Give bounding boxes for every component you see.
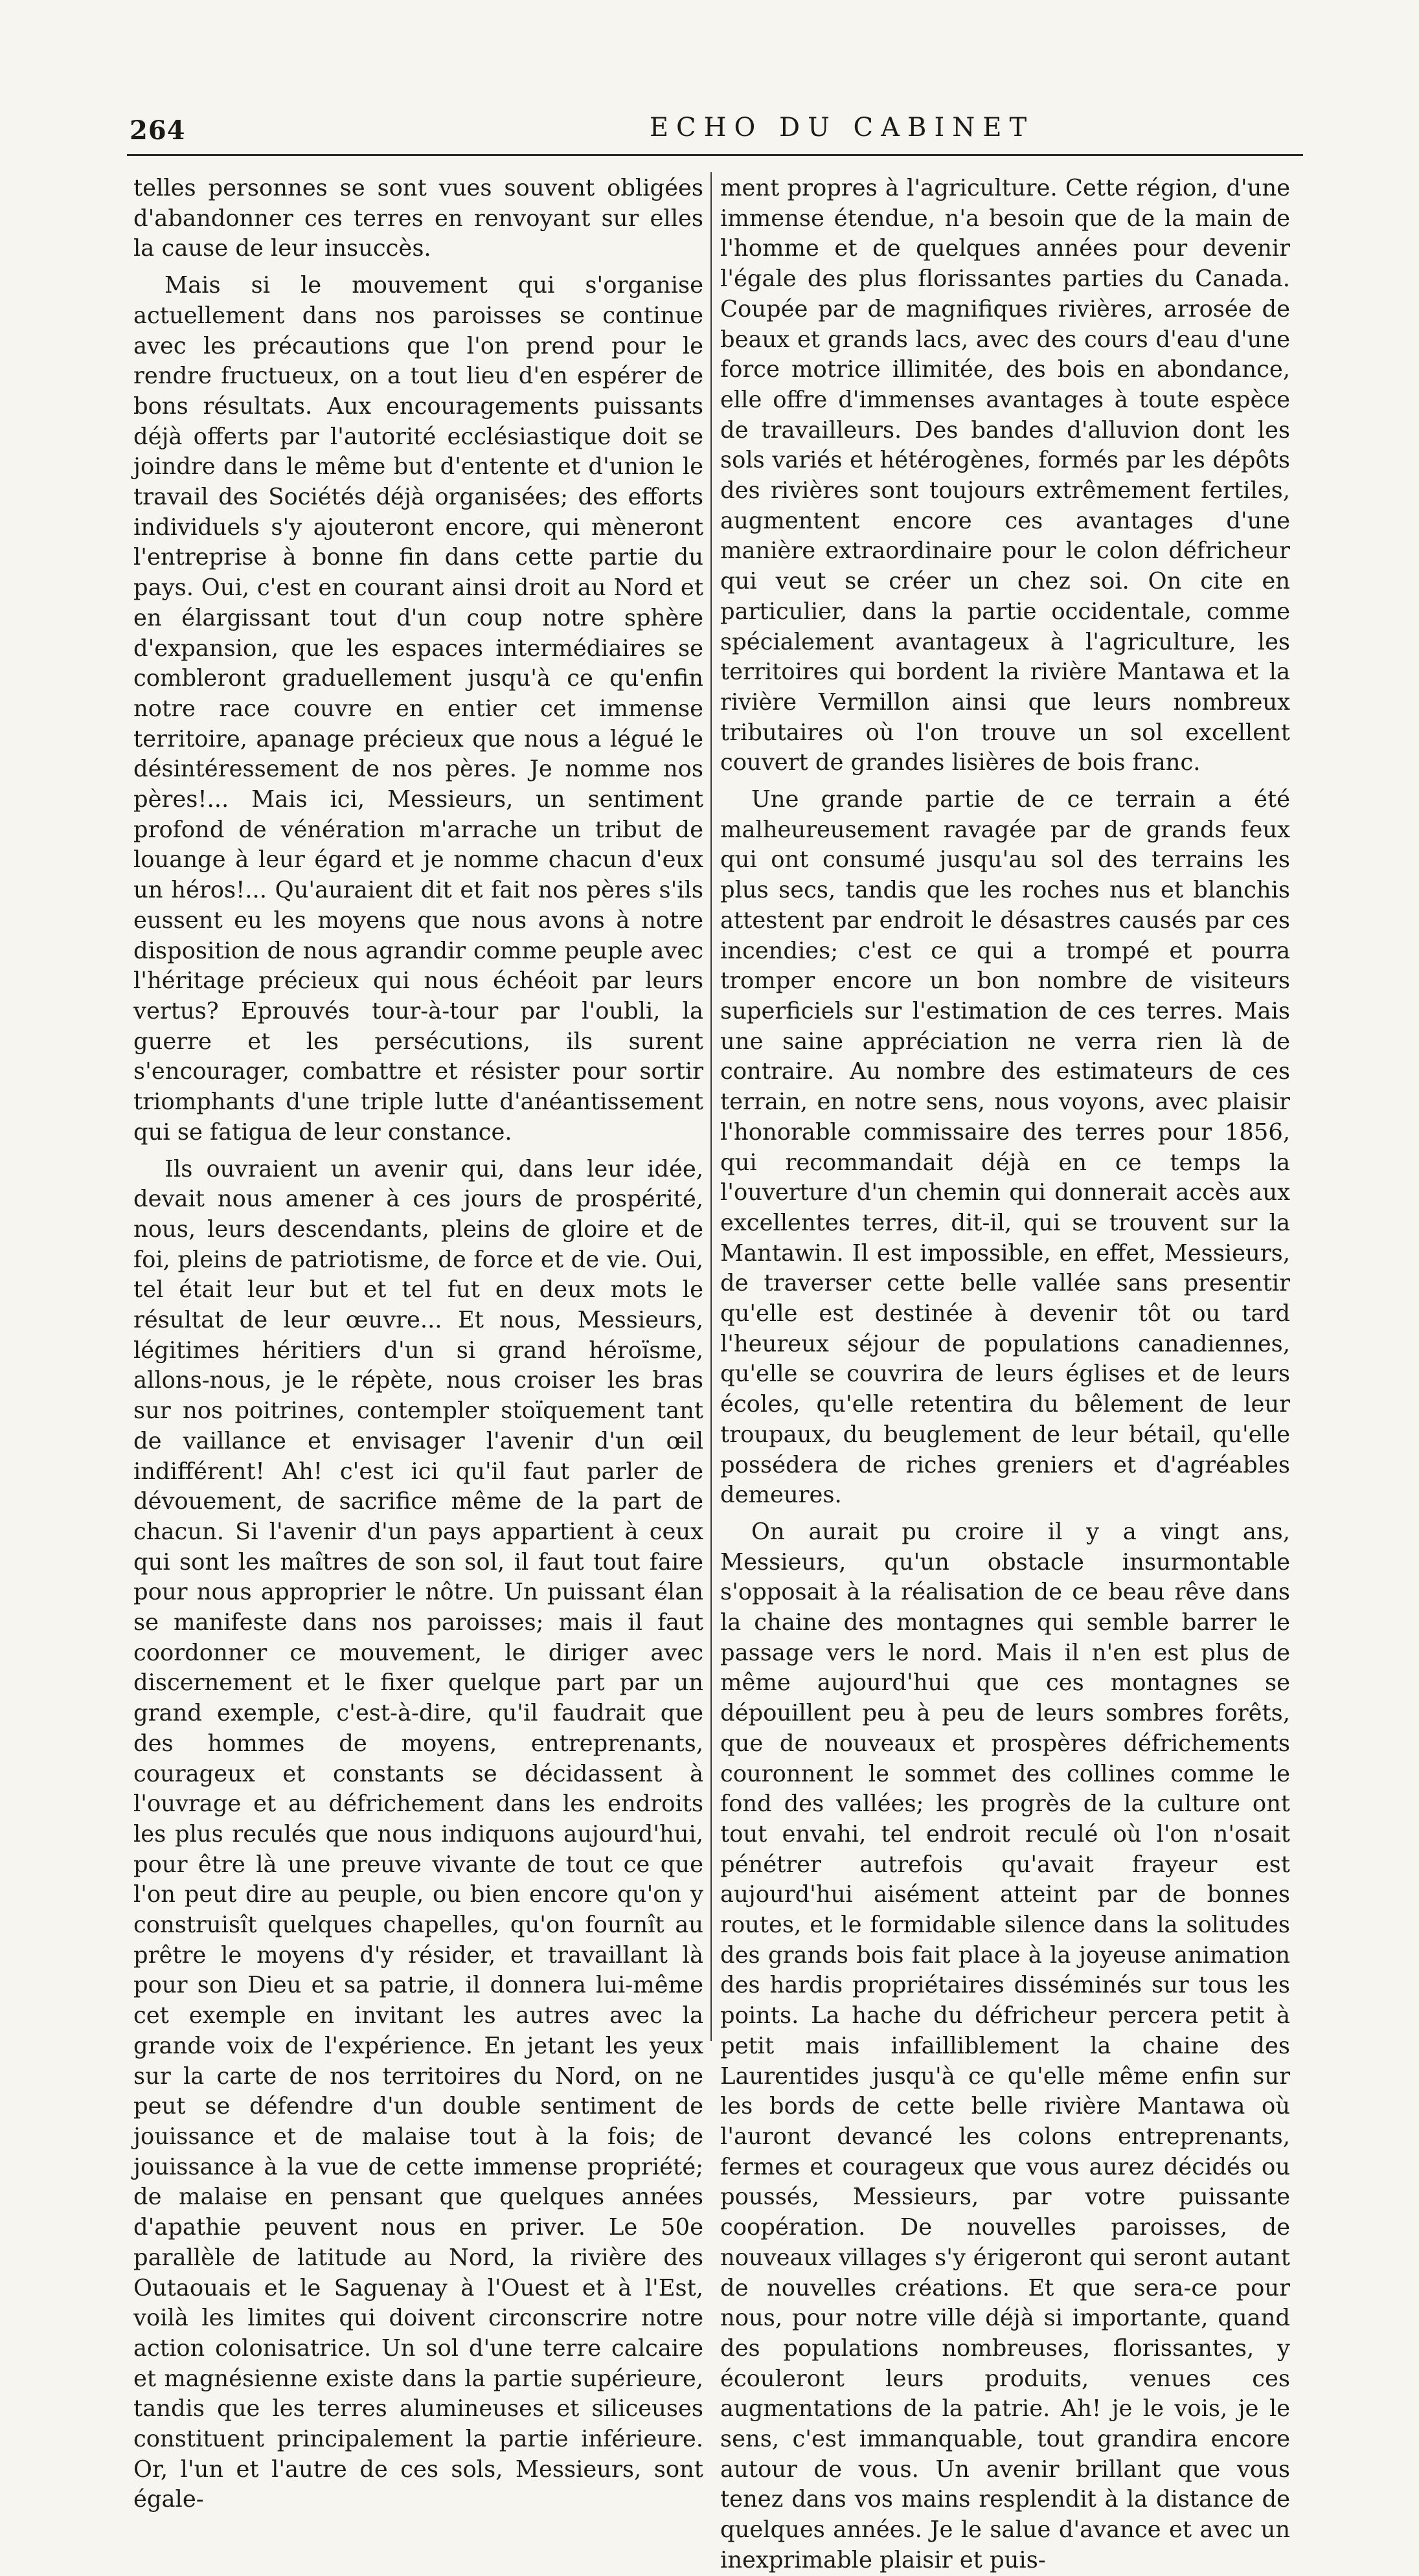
page-number: 264 [130, 115, 186, 146]
paragraph: Ils ouvraient un avenir qui, dans leur idée, devait nous amener à ces jours de prospérité, nous, leurs descendants, pleins de gloire et de foi, pleins de patriotisme, de force et de vie. Oui, tel était leur but et tel fut en deux mots le résultat de leur œuvre... Et nous, Messieurs, légitimes héritiers d'un si grand héroïsme, allons-nous, je le répète, nous croiser les bras sur nos poitrines, contempler stoïquement tant de vaillance et envisager l'avenir d'un œil indifférent! Ah! c'est ici qu'il faut parler de dévouement, de sacrifice même de la part de chacun. Si l'avenir d'un pays appartient à ceux qui sont les maîtres de son sol, il faut tout faire pour nous approprier le nôtre. Un puissant élan se manifeste dans nos paroisses; mais il faut coordonner ce mouvement, le diriger avec discernement et le fixer quelque part par un grand exemple, c'est-à-dire, qu'il faudrait que des hommes de moyens, entreprenants, courageux et constants se décidassent à l'ouvrage et au défrichement dans les endroits les plus reculés que nous indiquons aujourd'hui, pour être là une preuve vivante de tout ce que l'on peut dire au peuple, ou bien encore qu'on y construisît quelques chapelles, qu'on fournît au prêtre le moyens d'y résider, et travaillant là pour son Dieu et sa patrie, il donnera lui-même cet exemple en invitant les autres avec la grande voix de l'expérience. En jetant les yeux sur la carte de nos territoires du Nord, on ne peut se défendre d'un double sentiment de jouissance et de malaise tout à la fois; de jouissance à la vue de cette immense propriété; de malaise en pensant que quelques années d'apathie peuvent nous en priver. Le 50e parallèle de latitude au Nord, la rivière des Outaouais et le Saguenay à l'Ouest et à l'Est, voilà les limites qui doivent circonscrire notre action colonisatrice. Un sol d'une terre calcaire et magnésienne existe dans la partie supérieure, tandis que les terres alumineuses et siliceuses constituent principalement la partie inférieure. Or, l'un et l'autre de ces sols, Messieurs, sont égale- [133, 1155, 703, 2513]
paragraph: Mais si le mouvement qui s'organise actuellement dans nos paroisses se continue avec les précautions que l'on prend pour le rendre fructueux, on a tout lieu d'en espérer de bons résultats. Aux encouragements puissants déjà offerts par l'autorité ecclésiastique doit se joindre dans le même but d'entente et d'union le travail des Sociétés déjà organisées; des efforts individuels s'y ajouteront encore, qui mèneront l'entreprise à bonne fin dans cette partie du pays. Oui, c'est en courant ainsi droit au Nord et en élargissant tout d'un coup notre sphère d'expansion, que les espaces intermédiaires se combleront graduellement jusqu'à ce qu'enfin notre race couvre en entier cet immense territoire, apanage précieux que nous a légué le désintéressement de nos pères. Je nomme nos pères!... Mais ici, Messieurs, un sentiment profond de vénération m'arrache un tribut de louange à leur égard et je nomme chacun d'eux un héros!... Qu'auraient dit et fait nos pères s'ils eussent eu les moyens que nous avons à notre disposition de nous agrandir comme peuple avec l'héritage précieux qui nous échéoit par leurs vertus? Eprouvés tour-à-tour par l'oubli, la guerre et les persécutions, ils surent s'encourager, combattre et résister pour sortir triomphants d'une triple lutte d'anéantissement qui se fatigua de leur constance. [133, 272, 703, 1146]
left-column [133, 174, 703, 2513]
paragraph: On aurait pu croire il y a vingt ans, Messieurs, qu'un obstacle insurmontable s'opposait à la réalisation de ce beau rêve dans la chaine des montagnes qui semble barrer le passage vers le nord. Mais il n'en est plus de même aujourd'hui que ces montagnes se dépouillent peu à peu de leurs sombres forêts, que de nouveaux et prospères défrichements couronnent le sommet des collines comme le fond des vallées; les progrès de la culture ont tout envahi, tel endroit reculé où l'on n'osait pénétrer autrefois qu'avait frayeur est aujourd'hui aisément atteint par de bonnes routes, et le formidable silence dans la solitudes des grands bois fait place à la joyeuse animation des hardis propriétaires disséminés sur tous les points. La hache du défricheur percera petit à petit mais infailliblement la chaine des Laurentides jusqu'à ce qu'elle même enfin sur les bords de cette belle rivière Mantawa où l'auront devancé les colons entreprenants, fermes et courageux que vous aurez décidés ou poussés, Messieurs, par votre puissante coopération. De nouvelles paroisses, de nouveaux villages s'y érigeront qui seront autant de nouvelles créations. Et que sera-ce pour nous, pour notre ville déjà si importante, quand des populations nombreuses, florissantes, y écouleront leurs produits, venues ces augmentations de la patrie. Ah! je le vois, je le sens, c'est immanquable, tout grandira encore autour de vous. Un avenir brillant que vous tenez dans vos mains resplendit à la distance de quelques années. Je le salue d'avance et avec un inexprimable plaisir et puis- [720, 1518, 1290, 2573]
paragraph: ment propres à l'agriculture. Cette région, d'une immense étendue, n'a besoin que de la main de l'homme et de quelques années pour devenir l'égale des plus florissantes parties du Canada. Coupée par de magnifiques rivières, arrosée de beaux et grands lacs, avec des cours d'eau d'une force motrice illimitée, des bois en abondance, elle offre d'immenses avantages à toute espèce de travailleurs. Des bandes d'alluvion dont les sols variés et hétérogènes, formés par les dépôts des rivières sont toujours extrêmement fertiles, augmentent encore ces avantages d'une manière extraordinaire pour le colon défricheur qui veut se créer un chez soi. On cite en particulier, dans la partie occidentale, comme spécialement avantageux à l'agriculture, les territoires qui bordent la rivière Mantawa et la rivière Vermillon ainsi que leurs nombreux tributaires où l'on trouve un sol excellent couvert de grandes lisières de bois franc. [720, 175, 1290, 776]
paragraph: telles personnes se sont vues souvent obligées d'abandonner ces terres en renvoyant sur elles la cause de leur insuccès. [133, 175, 703, 262]
right-column [720, 174, 1290, 2573]
column-divider [710, 172, 712, 2041]
running-title: ECHO DU CABINET [649, 113, 1035, 142]
paragraph: Une grande partie de ce terrain a été malheureusement ravagée par de grands feux qui ont consumé jusqu'au sol des terrains les plus secs, tandis que les roches nus et blanchis attestent par endroit le désastres causés par ces incendies; c'est ce qui a trompé et pourra tromper encore un bon nombre de visiteurs superficiels sur l'estimation de ces terres. Mais une saine appréciation ne verra rien là de contraire. Au nombre des estimateurs de ces terrain, en notre sens, nous voyons, avec plaisir l'honorable commissaire des terres pour 1856, qui recommandait déjà en ce temps la l'ouverture d'un chemin qui donnerait accès aux excellentes terres, dit-il, qui se trouvent sur la Mantawin. Il est impossible, en effet, Messieurs, de traverser cette belle vallée sans presentir qu'elle est destinée à devenir tôt ou tard l'heureux séjour de populations canadiennes, qu'elle se couvrira de leurs églises et de leurs écoles, qu'elle retentira du bêlement de leur troupaux, du beuglement de leur bétail, qu'elle possédera de riches greniers et d'agréables demeures. [720, 786, 1290, 1509]
header-rule [127, 154, 1303, 156]
